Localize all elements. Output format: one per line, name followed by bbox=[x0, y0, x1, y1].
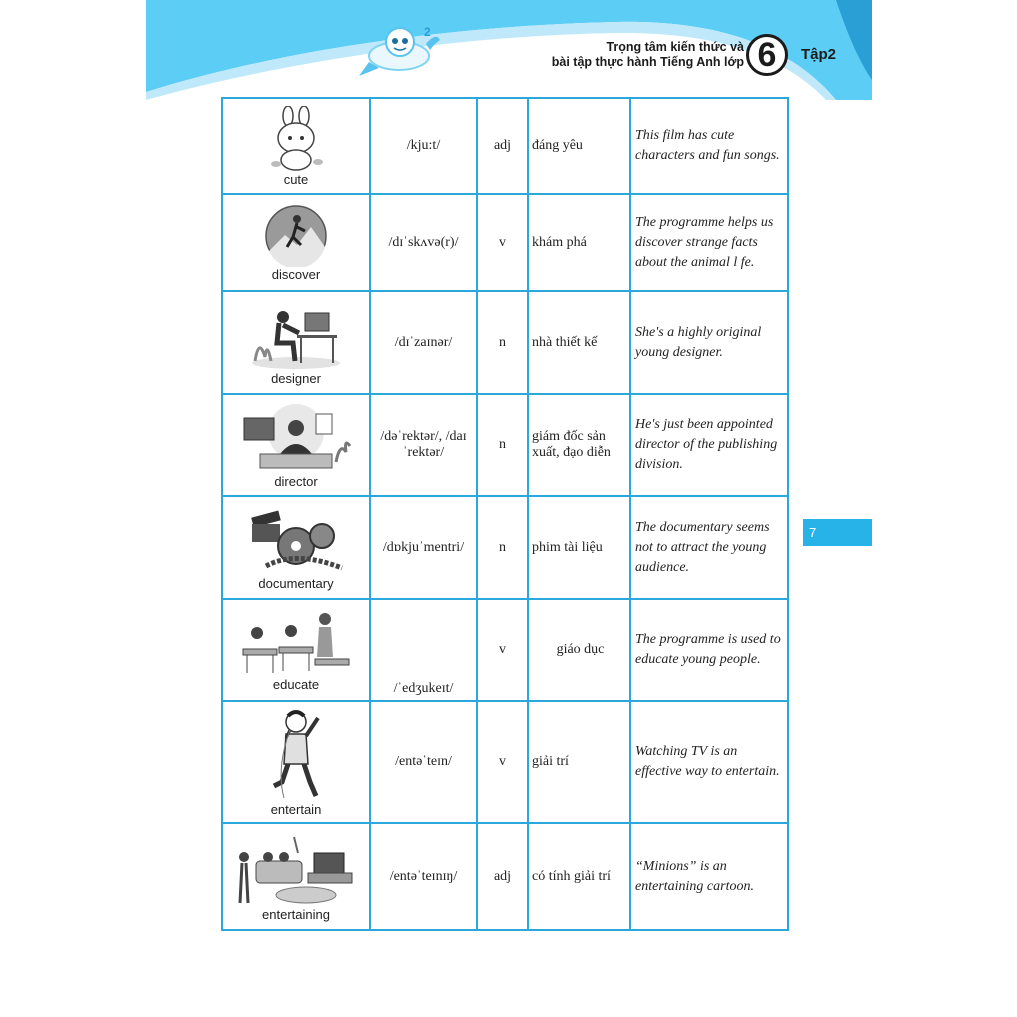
ipa-cell: /kju:t/ bbox=[370, 98, 477, 194]
meaning-cell: đáng yêu bbox=[528, 98, 630, 194]
word-label: discover bbox=[271, 266, 321, 282]
pos-cell: n bbox=[477, 291, 528, 394]
pos-cell: n bbox=[477, 496, 528, 599]
explorer-icon bbox=[263, 205, 329, 267]
table-row bbox=[222, 701, 788, 823]
table-row bbox=[222, 496, 788, 599]
word-cell bbox=[222, 194, 370, 291]
word-label: documentary bbox=[258, 575, 334, 591]
word-cell bbox=[222, 291, 370, 394]
example-cell: The programme is used to educate young people. bbox=[630, 599, 788, 701]
table-row bbox=[222, 394, 788, 496]
example-cell: This film has cute characters and fun songs. bbox=[630, 98, 788, 194]
example-cell: Watching TV is an effective way to entertain. bbox=[630, 701, 788, 823]
word-cell bbox=[222, 98, 370, 194]
page-number-tab: 7 bbox=[803, 519, 872, 546]
meaning-cell: khám phá bbox=[528, 194, 630, 291]
book-title bbox=[552, 40, 744, 70]
rocket-mascot-icon bbox=[354, 14, 444, 84]
svg-text:2: 2 bbox=[424, 25, 431, 39]
family-tv-icon bbox=[236, 833, 356, 907]
meaning-cell: giáo dục bbox=[528, 599, 630, 701]
meaning-cell: nhà thiết kế bbox=[528, 291, 630, 394]
ipa-cell: /dəˈrektər/, /daɪˈrektər/ bbox=[370, 394, 477, 496]
classroom-icon bbox=[239, 609, 353, 677]
example-cell: “Minions” is an entertaining cartoon. bbox=[630, 823, 788, 930]
word-label: cute bbox=[283, 172, 309, 187]
word-label: entertain bbox=[270, 802, 322, 817]
word-cell bbox=[222, 599, 370, 701]
example-cell: The documentary seems not to attract the young audience. bbox=[630, 496, 788, 599]
ipa-cell: /ˈedʒukeɪt/ bbox=[370, 599, 477, 701]
word-cell bbox=[222, 701, 370, 823]
book-title-line1: Trọng tâm kiến thức và bbox=[606, 40, 744, 54]
bunny-icon bbox=[266, 106, 326, 172]
pos-cell: n bbox=[477, 394, 528, 496]
meaning-cell: giám đốc sản xuất, đạo diễn bbox=[528, 394, 630, 496]
word-cell bbox=[222, 496, 370, 599]
table-row bbox=[222, 98, 788, 194]
example-cell: She's a highly original young designer. bbox=[630, 291, 788, 394]
film-reel-icon bbox=[246, 506, 346, 576]
pos-cell: adj bbox=[477, 823, 528, 930]
pos-cell: adj bbox=[477, 98, 528, 194]
pos-cell: v bbox=[477, 701, 528, 823]
word-label: designer bbox=[271, 370, 321, 386]
ipa-cell: /dɪˈskʌvə(r)/ bbox=[370, 194, 477, 291]
example-cell: He's just been appointed director of the publishing division. bbox=[630, 394, 788, 496]
table-row bbox=[222, 291, 788, 394]
designer-desk-icon bbox=[249, 301, 343, 371]
ipa-cell: /dɒkjuˈmentri/ bbox=[370, 496, 477, 599]
singer-icon bbox=[266, 708, 326, 802]
ipa-cell: /entəˈteɪn/ bbox=[370, 701, 477, 823]
word-cell bbox=[222, 394, 370, 496]
table-row bbox=[222, 823, 788, 930]
page-header bbox=[146, 0, 872, 100]
ipa-cell: /entəˈteɪnɪŋ/ bbox=[370, 823, 477, 930]
meaning-cell: phim tài liệu bbox=[528, 496, 630, 599]
grade-badge: 6 bbox=[746, 34, 788, 76]
ipa-cell: /dɪˈzaɪnər/ bbox=[370, 291, 477, 394]
director-office-icon bbox=[240, 402, 352, 474]
pos-cell: v bbox=[477, 599, 528, 701]
word-cell bbox=[222, 823, 370, 930]
word-label: entertaining bbox=[262, 906, 330, 922]
vocabulary-table bbox=[221, 97, 789, 931]
volume-label: Tập2 bbox=[800, 46, 836, 63]
book-title-line2: bài tập thực hành Tiếng Anh lớp bbox=[551, 55, 744, 69]
table-row bbox=[222, 194, 788, 291]
word-label: director bbox=[274, 474, 318, 489]
meaning-cell: có tính giải trí bbox=[528, 823, 630, 930]
word-label: educate bbox=[272, 677, 320, 692]
pos-cell: v bbox=[477, 194, 528, 291]
meaning-cell: giải trí bbox=[528, 701, 630, 823]
table-row bbox=[222, 599, 788, 701]
example-cell: The programme helps us discover strange facts about the animal l fe. bbox=[630, 194, 788, 291]
